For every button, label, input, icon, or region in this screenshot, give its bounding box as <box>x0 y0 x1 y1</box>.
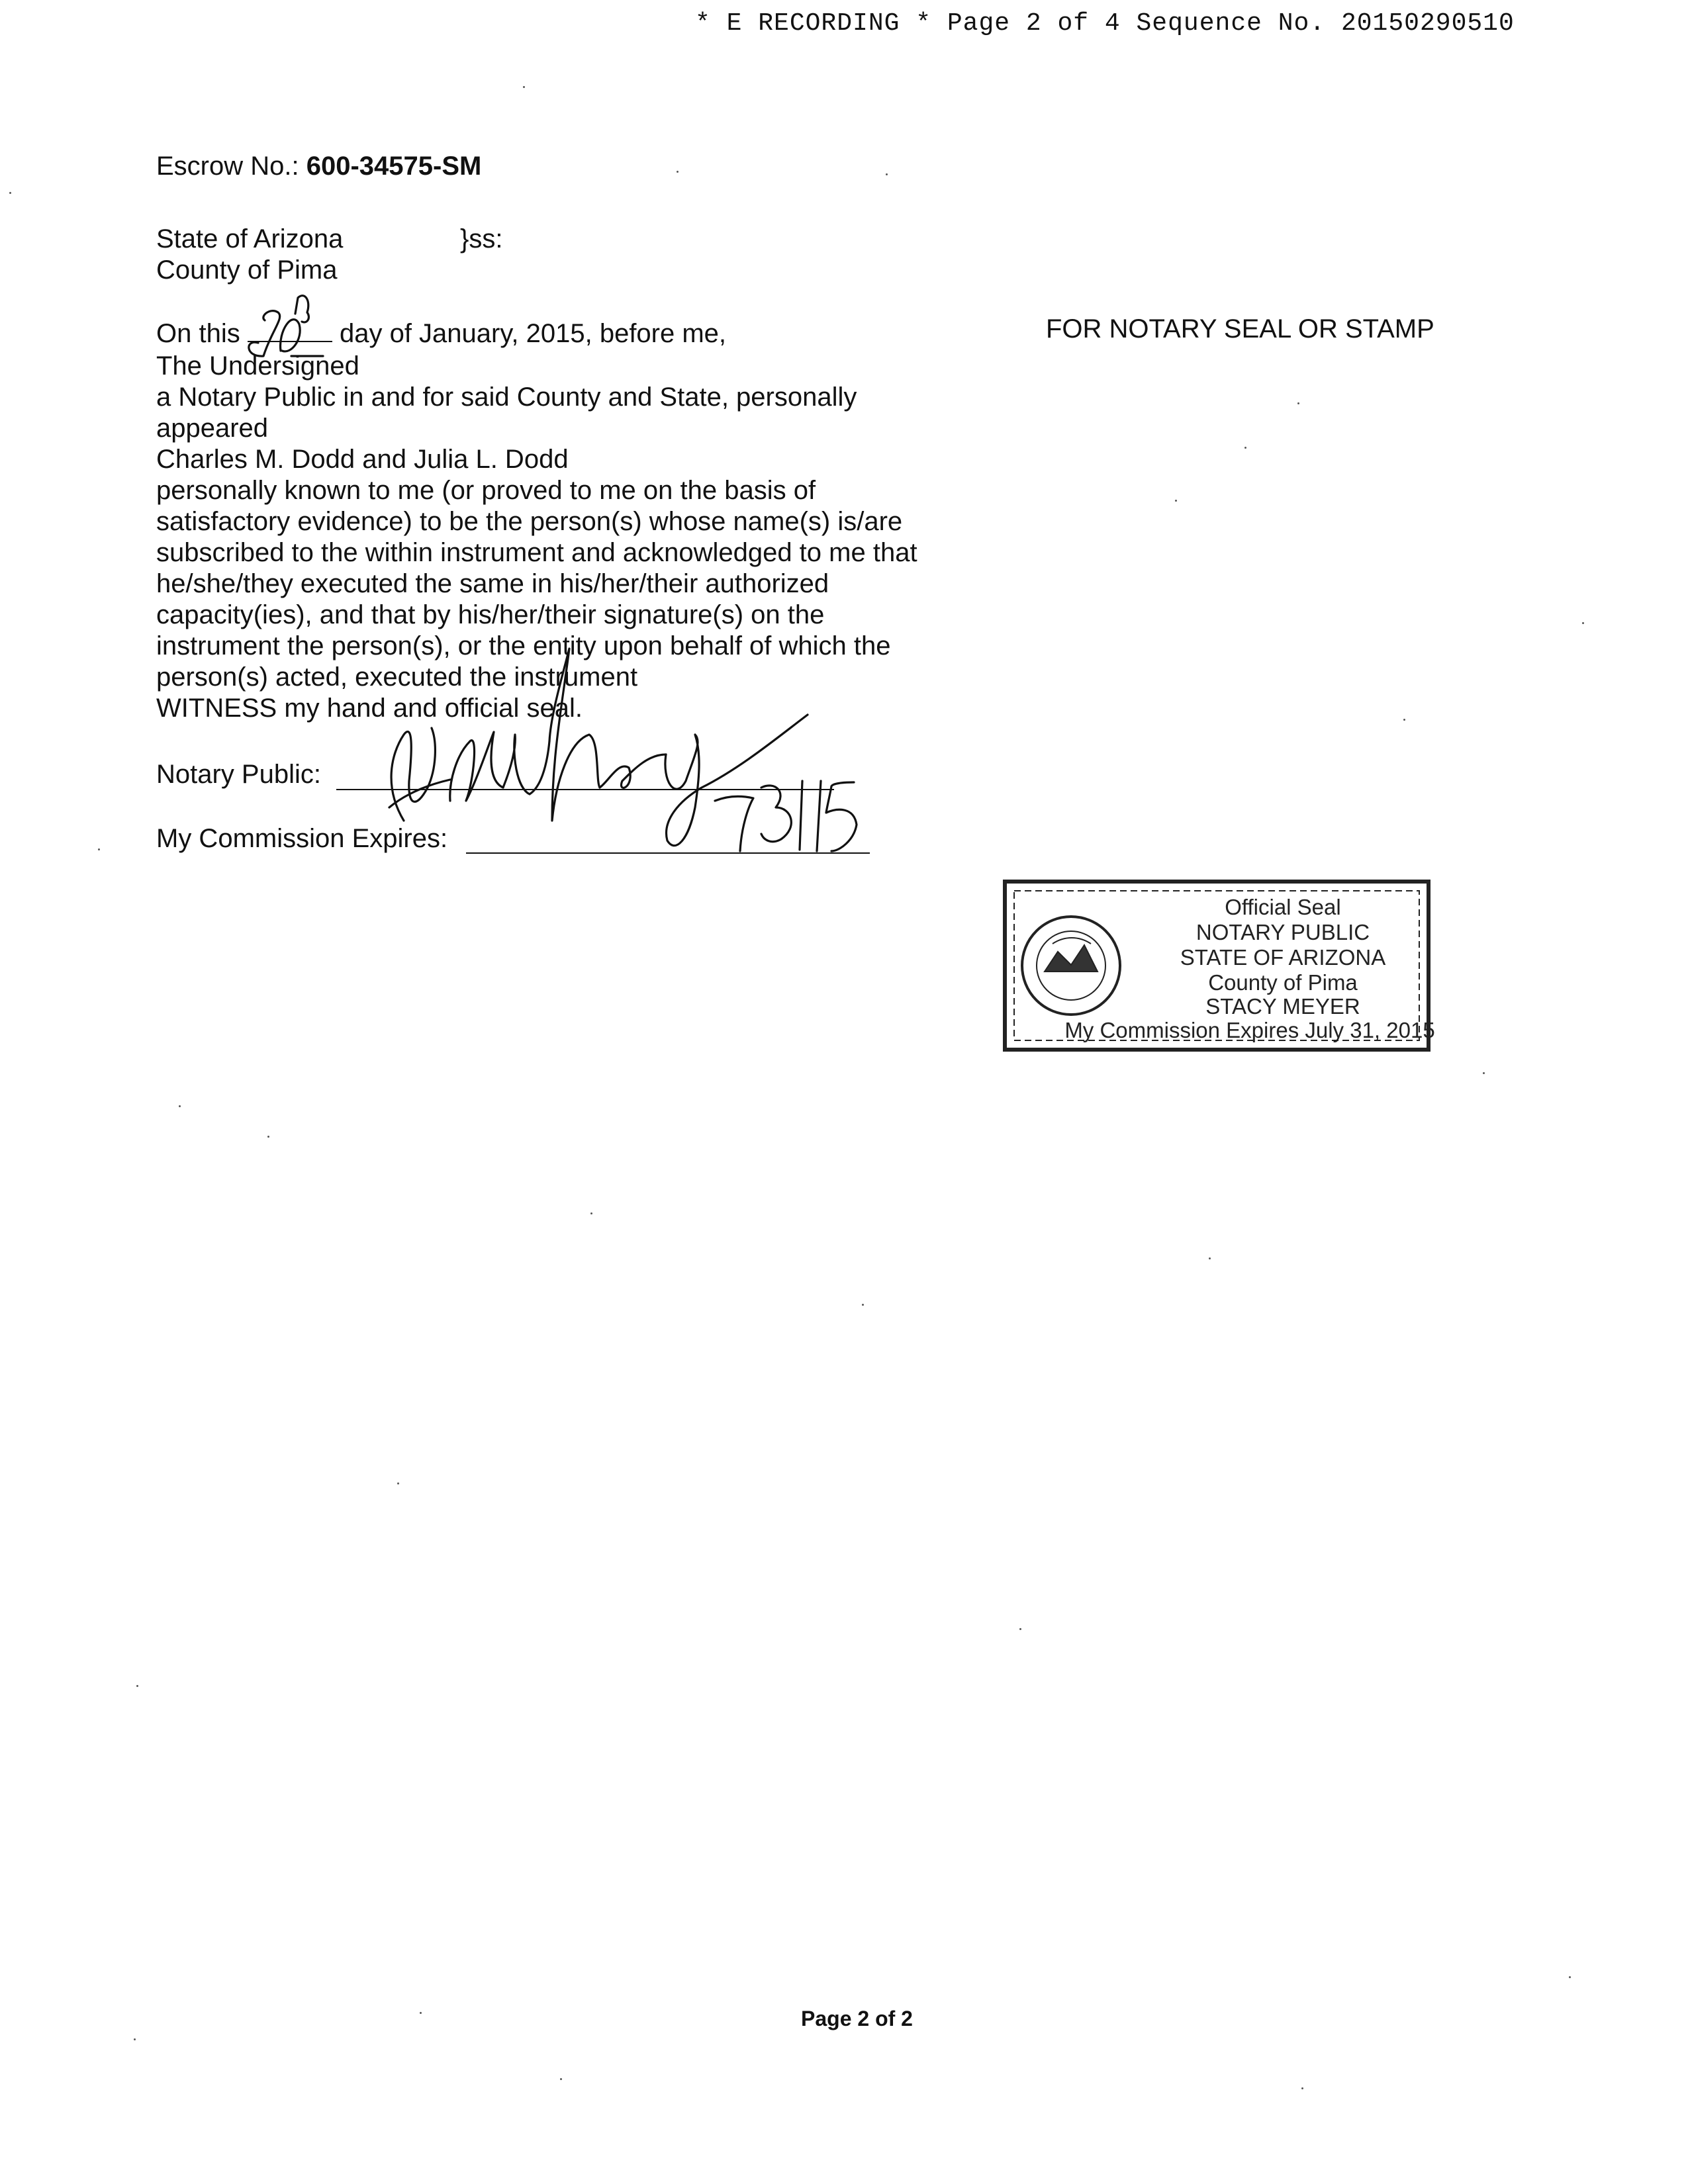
scan-speck <box>1175 500 1177 502</box>
witness-line: WITNESS my hand and official seal. <box>156 694 583 723</box>
commission-expires-label: My Commission Expires: <box>156 824 448 853</box>
stamp-county: County of Pima <box>1208 970 1358 995</box>
recording-header: * E RECORDING * Page 2 of 4 Sequence No. 20150290510 <box>695 9 1515 38</box>
stamp-notary-public: NOTARY PUBLIC <box>1196 920 1370 944</box>
scan-speck <box>1301 2087 1303 2089</box>
scan-speck <box>886 173 888 175</box>
scan-speck <box>397 1482 399 1484</box>
scan-speck <box>1019 1628 1021 1630</box>
scan-speck <box>267 1136 269 1138</box>
scan-speck <box>1244 447 1246 449</box>
notary-public-label: Notary Public: <box>156 760 321 789</box>
ack-line: instrument the person(s), or the entity upon behalf of which the <box>156 631 891 660</box>
ack-line: satisfactory evidence) to be the person(s) whose name(s) is/are <box>156 507 903 536</box>
scan-speck <box>1569 1976 1571 1978</box>
scan-speck <box>590 1212 592 1214</box>
page-footer: Page 2 of 2 <box>801 2007 913 2030</box>
scan-speck <box>134 2038 136 2040</box>
state-line: State of Arizona <box>156 224 344 253</box>
scan-speck <box>1297 402 1299 404</box>
scan-speck <box>420 2012 422 2014</box>
scan-speck <box>1483 1072 1485 1074</box>
handwritten-day <box>249 311 280 357</box>
ack-line: appeared <box>156 414 269 443</box>
date-rest: day of January, 2015, before me, <box>339 319 727 348</box>
county-line: County of Pima <box>156 255 338 285</box>
scan-speck <box>98 848 100 850</box>
scan-speck <box>523 86 525 88</box>
scan-speck <box>9 192 11 194</box>
stamp-official-seal: Official Seal <box>1225 895 1341 919</box>
scan-speck <box>1582 622 1584 624</box>
scan-speck <box>136 1685 138 1687</box>
escrow-label: Escrow No.: <box>156 152 299 181</box>
scan-speck <box>179 1105 181 1107</box>
scan-speck <box>1209 1257 1211 1259</box>
ack-line: subscribed to the within instrument and acknowledged to me that <box>156 538 917 567</box>
scan-speck <box>1403 719 1405 721</box>
ack-line: personally known to me (or proved to me on the basis of <box>156 476 816 505</box>
stamp-expiration: My Commission Expires July 31, 2015 <box>1064 1018 1435 1042</box>
seal-caption: FOR NOTARY SEAL OR STAMP <box>1046 314 1434 343</box>
ack-line: capacity(ies), and that by his/her/their signature(s) on the <box>156 600 825 629</box>
handwritten-expiration <box>715 796 753 851</box>
ss-mark: }ss: <box>460 224 503 253</box>
stamp-state: STATE OF ARIZONA <box>1180 945 1386 970</box>
ack-line-parties: Charles M. Dodd and Julia L. Dodd <box>156 445 569 474</box>
scan-speck <box>677 171 679 173</box>
notary-stamp <box>998 872 1435 1058</box>
ack-line: person(s) acted, executed the instrument <box>156 662 638 692</box>
escrow-number: 600-34575-SM <box>306 152 482 181</box>
scan-speck <box>560 2078 562 2080</box>
ack-line: he/she/they executed the same in his/her/their authorized <box>156 569 829 598</box>
scan-speck <box>862 1304 864 1306</box>
ack-line: a Notary Public in and for said County and State, personally <box>156 383 857 412</box>
on-this-label: On this <box>156 319 240 348</box>
officer-line: The Undersigned <box>156 351 359 381</box>
handwritten-signature <box>238 278 940 874</box>
escrow-line <box>156 152 481 181</box>
stamp-name: STACY MEYER <box>1205 994 1360 1019</box>
